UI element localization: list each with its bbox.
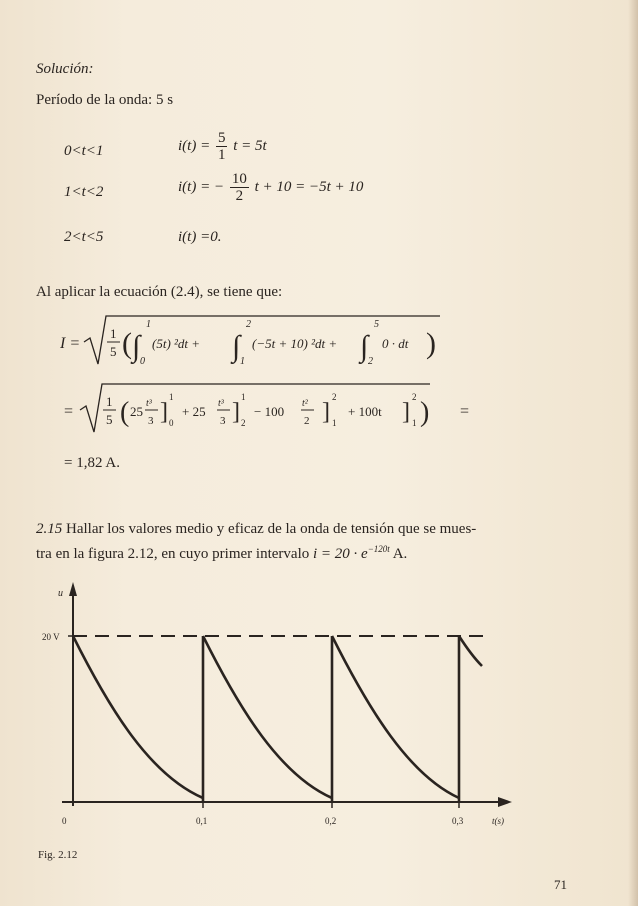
case-1-rhs: t = 5t xyxy=(233,137,267,154)
eq2-c-lo: 1 xyxy=(332,418,337,428)
eq2-a-coef: 25 xyxy=(130,404,143,419)
eq1-integral-1: ∫ xyxy=(132,330,141,363)
case-3-range: 2<t<5 xyxy=(64,229,104,245)
problem-number: 2.15 xyxy=(36,521,63,537)
eq1-paren-close: ) xyxy=(426,327,436,360)
eq1-term2: (−5t + 10) ²dt + xyxy=(252,336,338,351)
eq2-plus1: + 25 xyxy=(182,404,206,419)
x-tick-label-3: 0,3 xyxy=(452,816,464,826)
case-2-expr xyxy=(178,171,363,211)
origin-label: 0 xyxy=(62,816,67,826)
level-label: 20 V xyxy=(42,632,60,642)
page-edge-shadow xyxy=(628,0,638,906)
case-1-den: 1 xyxy=(217,147,226,163)
decay-curve-2 xyxy=(203,636,332,798)
case-1-range: 0<t<1 xyxy=(64,143,104,159)
eq1-integral-2: ∫ xyxy=(232,330,241,363)
eq2-a-lo: 0 xyxy=(169,418,174,428)
case-2-num: 10 xyxy=(231,171,247,187)
eq2-b-den: 3 xyxy=(220,415,226,427)
apply-equation-text: Al aplicar la ecuación (2.4), se tiene que: xyxy=(36,284,283,300)
eq2-rhs: = xyxy=(460,403,470,420)
problem-exp: −120t xyxy=(367,544,390,554)
equation-rms-integral xyxy=(60,310,460,372)
period-line: Período de la onda: 5 s xyxy=(36,92,174,108)
eq2-minus: − 100 xyxy=(254,404,285,419)
x-axis-label: t(s) xyxy=(492,816,504,826)
solution-label: Solución: xyxy=(36,61,94,77)
problem-line-2 xyxy=(36,540,407,563)
eq2-lhs: = xyxy=(64,403,74,420)
case-2-frac xyxy=(230,171,249,204)
eq1-lhs: I = xyxy=(60,335,81,352)
eq2-b-hi: 1 xyxy=(241,392,246,402)
eq2-b-bracket: ] xyxy=(232,399,240,425)
case-1-frac xyxy=(216,130,228,163)
eq2-c-den: 2 xyxy=(304,415,310,427)
eq2-a-hi: 1 xyxy=(169,392,174,402)
figure-waveform xyxy=(40,580,540,830)
eq2-c-num: t² xyxy=(302,398,308,409)
case-1-num: 5 xyxy=(217,130,226,146)
result-value: = 1,82 A. xyxy=(64,455,120,471)
eq2-d-bracket: ] xyxy=(402,399,410,425)
eq2-a-den: 3 xyxy=(148,415,154,427)
problem-unit: A. xyxy=(392,546,408,562)
eq1-lim2-lo: 1 xyxy=(240,356,245,367)
decay-curve-3 xyxy=(332,636,459,798)
case-2-den: 2 xyxy=(235,188,244,204)
eq2-a-bracket: ] xyxy=(160,399,168,425)
eq1-paren-open: ( xyxy=(122,327,132,360)
y-axis-arrow xyxy=(69,582,77,596)
figure-caption: Fig. 2.12 xyxy=(38,849,78,861)
case-3-expr: i(t) =0. xyxy=(178,229,222,245)
problem-formula: i = 20 · e xyxy=(312,546,368,562)
eq1-lim1-hi: 1 xyxy=(146,319,151,330)
case-1-lhs: i(t) = xyxy=(178,137,211,154)
eq1-term1: (5t) ²dt + xyxy=(152,336,201,351)
decay-curve-1 xyxy=(73,636,203,798)
case-2-rhs: t + 10 = −5t + 10 xyxy=(254,178,364,195)
eq2-c-bracket: ] xyxy=(322,399,330,425)
eq2-b-num: t³ xyxy=(218,398,224,409)
page-number: 71 xyxy=(554,877,567,892)
y-axis-label: u xyxy=(58,588,63,599)
eq2-a-num: t³ xyxy=(146,398,152,409)
eq1-lim1-lo: 0 xyxy=(140,356,145,367)
eq2-paren-close: ) xyxy=(420,397,430,428)
equation-rms-evaluated xyxy=(60,378,480,440)
eq2-frac-num: 1 xyxy=(106,394,113,409)
eq2-plus2: + 100t xyxy=(348,404,382,419)
eq1-lim3-lo: 2 xyxy=(368,356,373,367)
problem-text-2: tra en la figura 2.12, en cuyo primer intervalo xyxy=(36,546,310,562)
eq2-d-hi: 2 xyxy=(412,392,417,402)
eq2-d-lo: 1 xyxy=(412,418,417,428)
eq1-integral-3: ∫ xyxy=(360,330,369,363)
case-1-expr xyxy=(178,130,267,170)
decay-curve-4 xyxy=(459,636,482,666)
eq1-lim2-hi: 2 xyxy=(246,319,251,330)
eq2-paren-open: ( xyxy=(120,397,130,428)
eq2-frac-den: 5 xyxy=(106,412,113,427)
problem-line-1 xyxy=(36,520,476,538)
x-tick-label-1: 0,1 xyxy=(196,816,208,826)
case-2-lhs: i(t) = − xyxy=(178,178,225,195)
x-tick-label-2: 0,2 xyxy=(325,816,337,826)
eq1-lim3-hi: 5 xyxy=(374,319,379,330)
case-2-range: 1<t<2 xyxy=(64,184,104,200)
eq2-b-lo: 2 xyxy=(241,418,246,428)
eq1-term3: 0 · dt xyxy=(382,336,409,351)
eq2-c-hi: 2 xyxy=(332,392,337,402)
eq1-frac-den: 5 xyxy=(110,344,117,359)
problem-text-1: Hallar los valores medio y eficaz de la onda de tensión que se mues- xyxy=(66,521,477,537)
eq1-frac-num: 1 xyxy=(110,326,117,341)
x-axis-arrow xyxy=(498,797,512,807)
